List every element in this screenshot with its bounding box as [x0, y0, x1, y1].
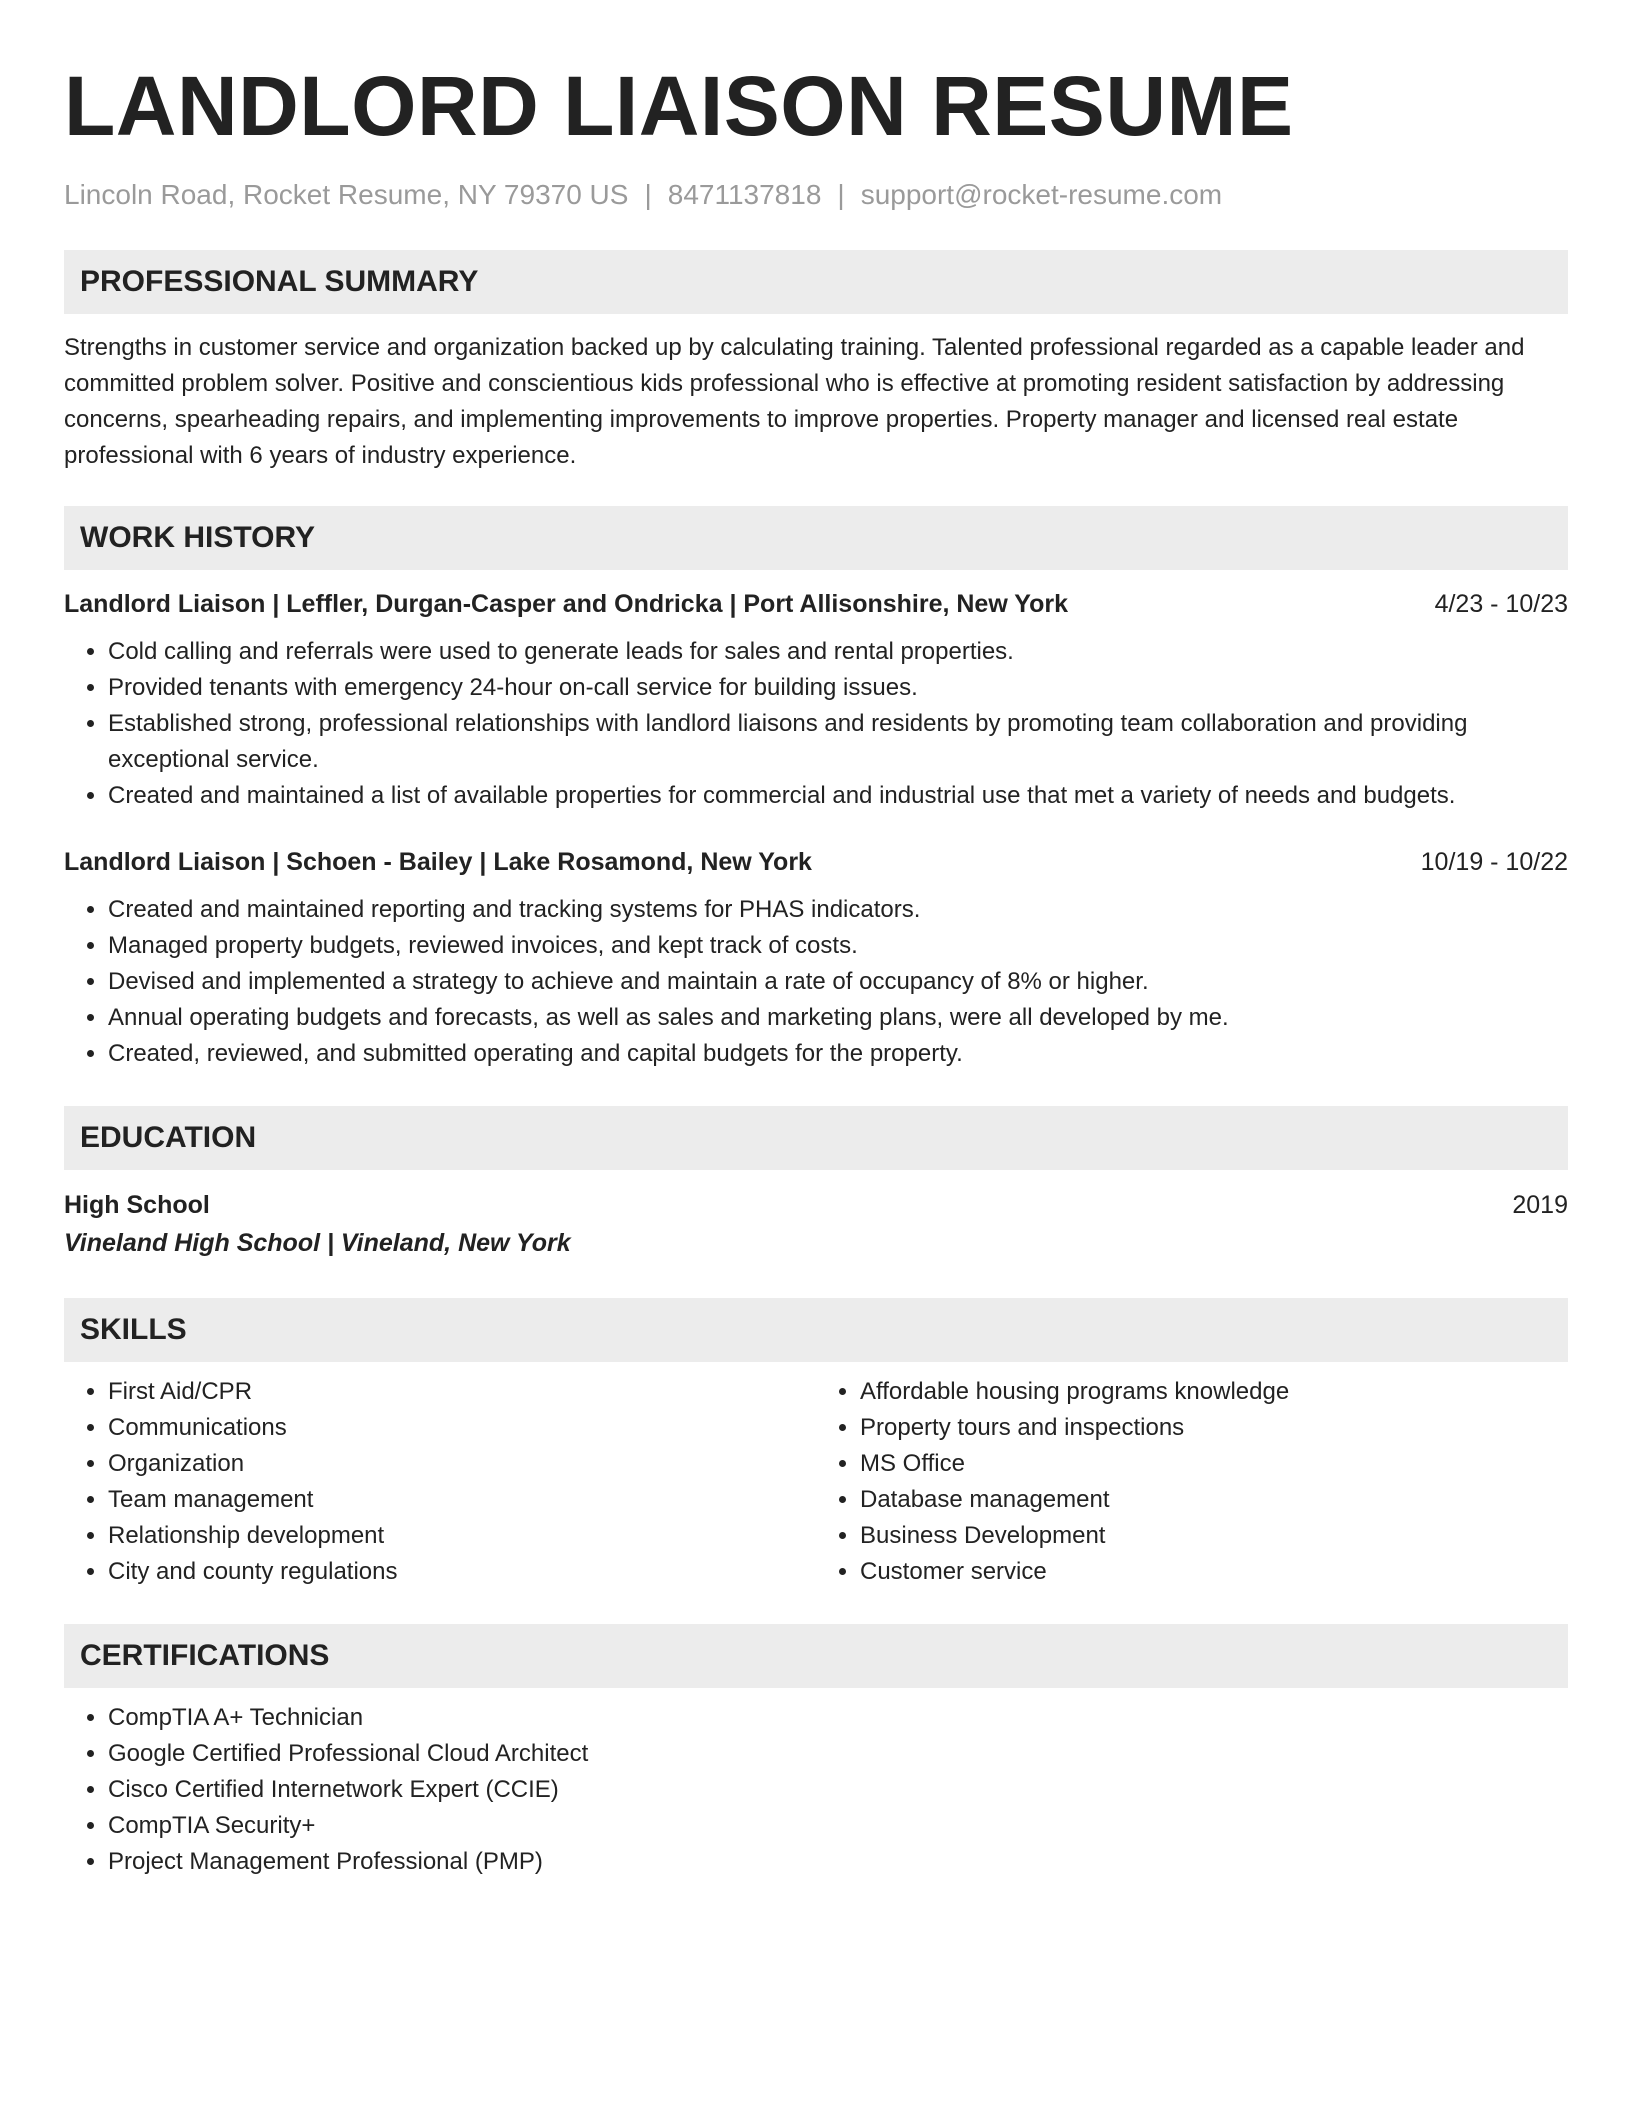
work-history-heading: WORK HISTORY	[64, 506, 1568, 570]
skill-item: • Communications	[108, 1410, 816, 1446]
skill-item: • Team management	[108, 1482, 816, 1518]
contact-address: Lincoln Road, Rocket Resume, NY 79370 US	[64, 179, 629, 210]
education-header	[64, 1186, 1568, 1224]
job-entry	[64, 586, 1568, 814]
job-header	[64, 586, 1568, 622]
job-bullets	[64, 634, 1568, 814]
contact-email: support@rocket-resume.com	[860, 179, 1223, 210]
skill-item: • Property tours and inspections	[860, 1410, 1568, 1446]
education-heading: EDUCATION	[64, 1106, 1568, 1170]
contact-line	[64, 178, 1568, 212]
summary-text: Strengths in customer service and organization backed up by calculating training. Talented professional regarded as a capable leader and committed problem solver. Positive and conscientious kids professional who is effective at promoting resident satisfaction by addressing concerns, spearheading repairs, and implementing improvements to improve properties. Property manager and licensed real estate professional with 6 years of industry experience.	[64, 334, 1525, 469]
job-dates: 10/19 - 10/22	[1420, 848, 1568, 876]
job-bullet: • Created, reviewed, and submitted operating and capital budgets for the property.	[108, 1036, 1568, 1072]
skill-item: • First Aid/CPR	[108, 1374, 816, 1410]
certifications-section	[64, 1624, 1568, 1880]
job-bullet: • Cold calling and referrals were used to generate leads for sales and rental properties.	[108, 634, 1568, 670]
job-bullet: • Annual operating budgets and forecasts, as well as sales and marketing plans, were all developed by me.	[108, 1000, 1568, 1036]
job-bullets	[64, 892, 1568, 1072]
contact-separator: |	[644, 179, 652, 210]
certification-item: • CompTIA A+ Technician	[108, 1700, 1568, 1736]
education-school: Vineland High School | Vineland, New York	[64, 1229, 571, 1257]
education-section	[64, 1106, 1568, 1262]
job-bullet: • Devised and implemented a strategy to achieve and maintain a rate of occupancy of 8% or higher.	[108, 964, 1568, 1000]
work-history-section	[64, 506, 1568, 1072]
certifications-list	[64, 1700, 1568, 1880]
job-bullet: • Created and maintained a list of available properties for commercial and industrial use that met a variety of needs and budgets.	[108, 778, 1568, 814]
job-title: Landlord Liaison | Schoen - Bailey | Lake Rosamond, New York	[64, 848, 812, 876]
certification-item: • CompTIA Security+	[108, 1808, 1568, 1844]
job-title: Landlord Liaison | Leffler, Durgan-Casper and Ondricka | Port Allisonshire, New York	[64, 590, 1069, 618]
skills-grid	[64, 1362, 1568, 1590]
resume-title: LANDLORD LIAISON RESUME	[64, 59, 1294, 153]
skill-item: • Organization	[108, 1446, 816, 1482]
skill-item: • Business Development	[860, 1518, 1568, 1554]
job-header	[64, 844, 1568, 880]
skill-item: • Affordable housing programs knowledge	[860, 1374, 1568, 1410]
skill-item: • City and county regulations	[108, 1554, 816, 1590]
skill-item: • Customer service	[860, 1554, 1568, 1590]
skill-item: • MS Office	[860, 1446, 1568, 1482]
job-bullet: • Created and maintained reporting and tracking systems for PHAS indicators.	[108, 892, 1568, 928]
contact-separator: |	[837, 179, 845, 210]
skills-column-left	[64, 1374, 816, 1590]
job-bullet: • Provided tenants with emergency 24-hour on-call service for building issues.	[108, 670, 1568, 706]
education-entry	[64, 1186, 1568, 1262]
summary-section	[64, 250, 1568, 474]
skills-section	[64, 1298, 1568, 1590]
education-degree: High School	[64, 1191, 210, 1219]
certification-item: • Google Certified Professional Cloud Architect	[108, 1736, 1568, 1772]
skill-item: • Relationship development	[108, 1518, 816, 1554]
certification-item: • Project Management Professional (PMP)	[108, 1844, 1568, 1880]
certification-item: • Cisco Certified Internetwork Expert (CCIE)	[108, 1772, 1568, 1808]
education-year: 2019	[1512, 1191, 1568, 1219]
job-entry	[64, 844, 1568, 1072]
contact-phone: 8471137818	[667, 179, 822, 210]
skills-heading: SKILLS	[64, 1298, 1568, 1362]
skill-item: • Database management	[860, 1482, 1568, 1518]
skills-column-right	[816, 1374, 1568, 1590]
certifications-heading: CERTIFICATIONS	[64, 1624, 1568, 1688]
resume-page	[64, 56, 1568, 1880]
job-bullet: • Managed property budgets, reviewed invoices, and kept track of costs.	[108, 928, 1568, 964]
job-bullet: • Established strong, professional relationships with landlord liaisons and residents by promoting team collaboration and providing exceptional service.	[108, 706, 1568, 778]
job-dates: 4/23 - 10/23	[1434, 590, 1568, 618]
summary-heading: PROFESSIONAL SUMMARY	[64, 250, 1568, 314]
